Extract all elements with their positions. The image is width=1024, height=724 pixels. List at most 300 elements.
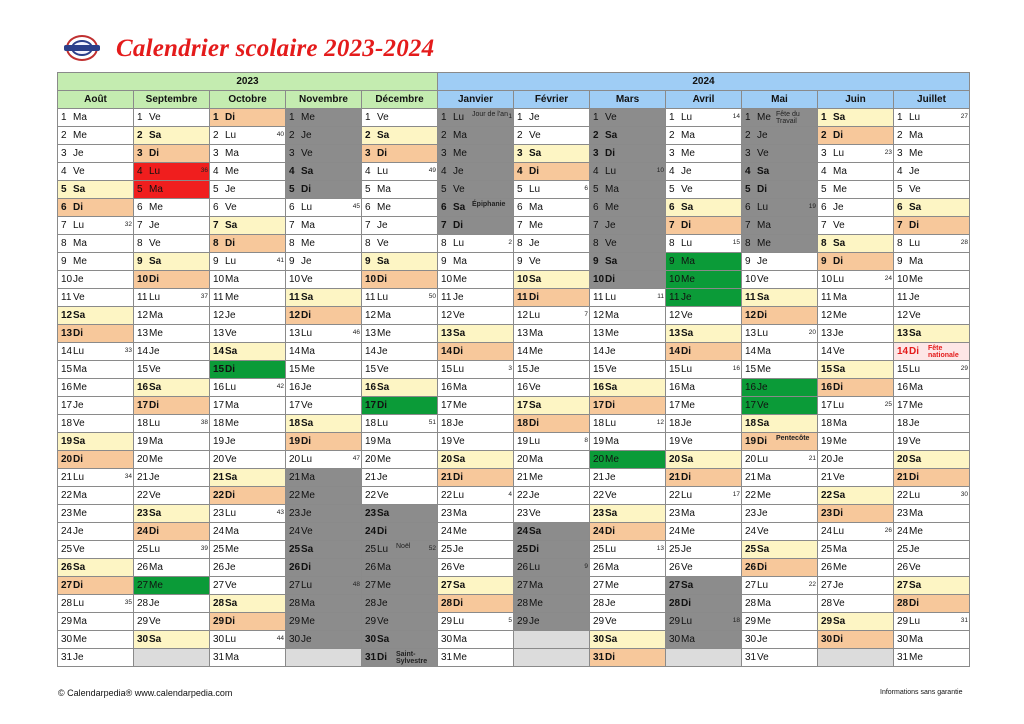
day-cell <box>818 253 894 271</box>
day-cell <box>58 577 134 595</box>
day-cell <box>362 523 438 541</box>
day-cell <box>286 523 362 541</box>
weekday-abbr: Di <box>73 580 83 591</box>
day-number: 28 <box>289 598 301 609</box>
weekday-abbr: Lu <box>605 544 617 555</box>
header <box>62 30 434 68</box>
day-cell <box>58 127 134 145</box>
day-cell <box>362 631 438 649</box>
day-cell <box>362 577 438 595</box>
day-number: 27 <box>289 580 301 591</box>
day-cell <box>590 577 666 595</box>
day-cell <box>818 109 894 127</box>
day-number: 3 <box>365 148 371 159</box>
day-number: 11 <box>289 292 300 303</box>
weekday-abbr: Ve <box>301 526 313 537</box>
day-cell <box>210 649 286 667</box>
day-cell <box>590 559 666 577</box>
day-number: 19 <box>137 436 149 447</box>
day-number: 31 <box>61 652 73 663</box>
day-number: 3 <box>289 148 295 159</box>
day-number: 3 <box>745 148 751 159</box>
weekday-abbr: Ve <box>833 346 845 357</box>
day-cell <box>818 487 894 505</box>
day-number: 11 <box>745 292 756 303</box>
week-number: 21 <box>808 455 816 462</box>
day-cell <box>894 487 970 505</box>
weekday-abbr: Me <box>757 238 771 249</box>
day-number: 13 <box>61 328 73 339</box>
day-cell <box>742 109 818 127</box>
day-number: 22 <box>137 490 149 501</box>
day-cell <box>894 361 970 379</box>
day-number: 2 <box>213 130 219 141</box>
day-number: 13 <box>441 328 453 339</box>
weekday-abbr: Di <box>757 310 767 321</box>
day-cell <box>590 433 666 451</box>
day-number: 20 <box>61 454 73 465</box>
day-number: 28 <box>745 598 757 609</box>
week-number: 23 <box>884 149 892 156</box>
day-cell <box>362 289 438 307</box>
day-number: 12 <box>289 310 301 321</box>
weekday-abbr: Ve <box>681 184 693 195</box>
day-number: 7 <box>593 220 599 231</box>
day-cell <box>590 379 666 397</box>
weekday-abbr: Ma <box>301 346 315 357</box>
day-cell <box>742 163 818 181</box>
day-number: 18 <box>137 418 149 429</box>
weekday-abbr: Lu <box>909 238 921 249</box>
day-number: 2 <box>137 130 143 141</box>
day-cell <box>666 415 742 433</box>
day-cell <box>438 487 514 505</box>
weekday-abbr: Sa <box>605 382 618 393</box>
day-number: 17 <box>137 400 149 411</box>
weekday-abbr: Di <box>149 400 159 411</box>
day-number: 11 <box>61 292 72 303</box>
day-cell <box>666 379 742 397</box>
day-cell <box>666 199 742 217</box>
day-cell <box>438 289 514 307</box>
weekday-abbr: Me <box>909 148 923 159</box>
day-cell <box>742 343 818 361</box>
day-number: 25 <box>745 544 757 555</box>
day-number: 22 <box>441 490 453 501</box>
day-cell <box>894 397 970 415</box>
day-number: 5 <box>897 184 903 195</box>
weekday-abbr: Lu <box>833 400 845 411</box>
weekday-abbr: Sa <box>833 364 846 375</box>
day-cell <box>134 451 210 469</box>
day-number: 21 <box>669 472 681 483</box>
weekday-abbr: Di <box>377 652 387 663</box>
day-number: 5 <box>61 184 67 195</box>
weekday-abbr: Me <box>73 634 87 645</box>
day-number: 5 <box>517 184 523 195</box>
day-cell <box>894 271 970 289</box>
day-number: 6 <box>593 202 599 213</box>
month-header: Mars <box>590 91 666 109</box>
day-cell <box>514 541 590 559</box>
weekday-abbr: Je <box>453 166 464 177</box>
day-cell <box>134 109 210 127</box>
week-number: 25 <box>884 401 892 408</box>
weekday-abbr: Me <box>301 364 315 375</box>
day-number: 12 <box>365 310 377 321</box>
weekday-abbr: Sa <box>605 256 618 267</box>
weekday-abbr: Je <box>681 166 692 177</box>
day-number: 15 <box>669 364 681 375</box>
weekday-abbr: Ma <box>453 256 467 267</box>
weekday-abbr: Di <box>149 526 159 537</box>
weekday-abbr: Ve <box>453 436 465 447</box>
day-number: 22 <box>289 490 301 501</box>
day-cell <box>134 361 210 379</box>
weekday-abbr: Di <box>453 472 463 483</box>
day-cell <box>134 343 210 361</box>
day-number: 3 <box>669 148 675 159</box>
year-2023-header: 2023 <box>58 73 438 91</box>
day-number: 4 <box>137 166 143 177</box>
day-number: 18 <box>897 418 909 429</box>
day-number: 15 <box>821 364 833 375</box>
weekday-abbr: Lu <box>833 274 845 285</box>
day-cell <box>894 181 970 199</box>
day-cell <box>894 109 970 127</box>
day-number: 3 <box>213 148 219 159</box>
day-number: 1 <box>213 112 219 123</box>
weekday-abbr: Me <box>909 274 923 285</box>
day-number: 2 <box>821 130 827 141</box>
weekday-abbr: Ve <box>681 562 693 573</box>
day-cell <box>58 613 134 631</box>
weekday-abbr: Ma <box>757 346 771 357</box>
day-number: 25 <box>365 544 377 555</box>
day-number: 22 <box>669 490 681 501</box>
weekday-abbr: Ve <box>225 580 237 591</box>
day-cell <box>210 343 286 361</box>
day-number: 29 <box>745 616 757 627</box>
weekday-abbr: Je <box>73 148 84 159</box>
day-number: 9 <box>517 256 523 267</box>
day-number: 1 <box>745 112 751 123</box>
weekday-abbr: Ve <box>73 544 85 555</box>
weekday-abbr: Ma <box>225 148 239 159</box>
day-cell <box>134 217 210 235</box>
day-number: 10 <box>137 274 149 285</box>
weekday-abbr: Je <box>149 598 160 609</box>
weekday-abbr: Je <box>605 472 616 483</box>
weekday-abbr: Je <box>909 292 920 303</box>
week-number: 26 <box>884 527 892 534</box>
week-number: 36 <box>200 167 208 174</box>
day-number: 8 <box>441 238 447 249</box>
weekday-abbr: Lu <box>377 292 389 303</box>
month-header: Décembre <box>362 91 438 109</box>
weekday-abbr: Ma <box>681 508 695 519</box>
day-number: 6 <box>669 202 675 213</box>
week-number: 10 <box>656 167 664 174</box>
day-number: 6 <box>517 202 523 213</box>
day-number: 11 <box>441 292 452 303</box>
day-cell <box>286 379 362 397</box>
day-number: 29 <box>593 616 605 627</box>
day-cell <box>438 163 514 181</box>
day-number: 23 <box>897 508 909 519</box>
day-cell <box>362 397 438 415</box>
day-number: 31 <box>213 652 225 663</box>
day-number: 28 <box>137 598 149 609</box>
weekday-abbr: Ma <box>681 634 695 645</box>
day-cell <box>210 523 286 541</box>
weekday-abbr: Me <box>225 292 239 303</box>
weekday-abbr: Sa <box>681 202 694 213</box>
weekday-abbr: Ve <box>605 616 617 627</box>
weekday-abbr: Ma <box>301 220 315 231</box>
day-cell <box>134 577 210 595</box>
day-number: 30 <box>137 634 149 645</box>
weekday-abbr: Di <box>757 184 767 195</box>
day-number: 12 <box>137 310 149 321</box>
weekday-abbr: Sa <box>529 274 542 285</box>
day-cell <box>742 181 818 199</box>
day-cell <box>742 289 818 307</box>
day-number: 16 <box>213 382 225 393</box>
day-cell <box>666 217 742 235</box>
day-number: 24 <box>821 526 833 537</box>
day-cell <box>818 181 894 199</box>
weekday-abbr: Ma <box>529 328 543 339</box>
day-number: 19 <box>213 436 225 447</box>
day-number: 8 <box>669 238 675 249</box>
day-number: 11 <box>213 292 224 303</box>
weekday-abbr: Me <box>377 454 391 465</box>
weekday-abbr: Di <box>909 472 919 483</box>
day-cell <box>134 163 210 181</box>
day-cell <box>210 181 286 199</box>
weekday-abbr: Ve <box>73 292 85 303</box>
weekday-abbr: Ve <box>225 202 237 213</box>
weekday-abbr: Me <box>453 400 467 411</box>
weekday-abbr: Sa <box>681 454 694 465</box>
weekday-abbr: Sa <box>73 310 86 321</box>
weekday-abbr: Sa <box>909 202 922 213</box>
weekday-abbr: Je <box>529 364 540 375</box>
day-number: 7 <box>821 220 827 231</box>
day-number: 17 <box>61 400 73 411</box>
day-cell <box>286 235 362 253</box>
day-number: 28 <box>897 598 909 609</box>
day-cell <box>286 397 362 415</box>
day-number: 14 <box>365 346 377 357</box>
day-number: 24 <box>745 526 757 537</box>
day-number: 23 <box>137 508 149 519</box>
day-cell <box>894 613 970 631</box>
day-number: 15 <box>137 364 149 375</box>
day-number: 21 <box>593 472 605 483</box>
weekday-abbr: Ve <box>757 526 769 537</box>
day-number: 7 <box>61 220 67 231</box>
empty-cell <box>286 649 362 667</box>
weekday-abbr: Ma <box>909 256 923 267</box>
day-cell <box>58 271 134 289</box>
day-number: 20 <box>289 454 301 465</box>
day-cell <box>666 109 742 127</box>
week-number: 30 <box>960 491 968 498</box>
weekday-abbr: Me <box>605 202 619 213</box>
day-cell <box>362 613 438 631</box>
month-header: Juin <box>818 91 894 109</box>
weekday-abbr: Lu <box>301 580 313 591</box>
day-cell <box>134 613 210 631</box>
weekday-abbr: Me <box>529 598 543 609</box>
day-cell <box>514 127 590 145</box>
weekday-abbr: Lu <box>73 220 85 231</box>
weekday-abbr: Ve <box>833 472 845 483</box>
weekday-abbr: Ve <box>909 562 921 573</box>
day-number: 14 <box>669 346 681 357</box>
day-number: 19 <box>897 436 909 447</box>
day-number: 1 <box>517 112 523 123</box>
weekday-abbr: Ma <box>149 562 163 573</box>
day-cell <box>818 235 894 253</box>
weekday-abbr: Je <box>529 616 540 627</box>
day-number: 26 <box>593 562 605 573</box>
day-number: 4 <box>61 166 67 177</box>
weekday-abbr: Me <box>149 580 163 591</box>
day-number: 14 <box>289 346 301 357</box>
day-cell <box>818 451 894 469</box>
day-number: 15 <box>61 364 73 375</box>
day-cell <box>894 253 970 271</box>
day-cell <box>58 649 134 667</box>
day-cell <box>286 127 362 145</box>
day-cell <box>818 541 894 559</box>
day-number: 1 <box>441 112 447 123</box>
day-number: 6 <box>745 202 751 213</box>
weekday-abbr: Ve <box>73 418 85 429</box>
weekday-abbr: Sa <box>453 202 466 213</box>
day-cell <box>438 217 514 235</box>
day-number: 17 <box>365 400 377 411</box>
day-cell <box>210 451 286 469</box>
weekday-abbr: Di <box>833 130 843 141</box>
day-number: 10 <box>897 274 909 285</box>
day-cell <box>286 181 362 199</box>
weekday-abbr: Di <box>833 382 843 393</box>
day-cell <box>894 163 970 181</box>
day-number: 16 <box>669 382 681 393</box>
day-cell <box>58 217 134 235</box>
weekday-abbr: Sa <box>681 328 694 339</box>
day-cell <box>514 343 590 361</box>
day-cell <box>742 415 818 433</box>
day-cell <box>286 469 362 487</box>
weekday-abbr: Je <box>73 400 84 411</box>
day-cell <box>362 469 438 487</box>
week-number: 40 <box>276 131 284 138</box>
day-cell <box>666 235 742 253</box>
day-number: 28 <box>821 598 833 609</box>
day-cell <box>210 487 286 505</box>
day-cell <box>210 235 286 253</box>
day-number: 21 <box>821 472 833 483</box>
day-number: 31 <box>441 652 453 663</box>
weekday-abbr: Je <box>453 292 464 303</box>
weekday-abbr: Sa <box>833 238 846 249</box>
day-number: 1 <box>897 112 903 123</box>
day-number: 16 <box>365 382 377 393</box>
day-cell <box>210 127 286 145</box>
weekday-abbr: Je <box>605 220 616 231</box>
day-number: 28 <box>517 598 529 609</box>
weekday-abbr: Je <box>529 112 540 123</box>
day-cell <box>894 577 970 595</box>
day-number: 27 <box>137 580 149 591</box>
empty-cell <box>134 649 210 667</box>
day-cell <box>514 559 590 577</box>
weekday-abbr: Lu <box>73 598 85 609</box>
day-number: 9 <box>897 256 903 267</box>
weekday-abbr: Ve <box>757 652 769 663</box>
day-cell <box>134 145 210 163</box>
weekday-abbr: Di <box>149 274 159 285</box>
day-cell <box>666 271 742 289</box>
day-number: 18 <box>441 418 453 429</box>
day-number: 30 <box>821 634 833 645</box>
day-number: 15 <box>289 364 301 375</box>
day-number: 31 <box>745 652 757 663</box>
day-number: 2 <box>61 130 67 141</box>
day-number: 18 <box>669 418 681 429</box>
weekday-abbr: Ma <box>377 436 391 447</box>
weekday-abbr: Sa <box>225 220 238 231</box>
weekday-abbr: Ma <box>909 508 923 519</box>
weekday-abbr: Me <box>529 220 543 231</box>
day-number: 22 <box>593 490 605 501</box>
day-number: 14 <box>213 346 225 357</box>
event-label: Jour de l'an <box>472 111 508 118</box>
weekday-abbr: Di <box>453 220 463 231</box>
weekday-abbr: Me <box>149 202 163 213</box>
day-number: 16 <box>593 382 605 393</box>
weekday-abbr: Lu <box>453 364 465 375</box>
day-cell <box>362 199 438 217</box>
day-cell <box>210 253 286 271</box>
weekday-abbr: Ma <box>757 472 771 483</box>
weekday-abbr: Ma <box>73 364 87 375</box>
day-cell <box>590 487 666 505</box>
weekday-abbr: Ma <box>681 256 695 267</box>
day-number: 29 <box>137 616 149 627</box>
day-cell <box>438 253 514 271</box>
day-number: 23 <box>593 508 605 519</box>
weekday-abbr: Lu <box>225 382 237 393</box>
weekday-abbr: Sa <box>377 508 390 519</box>
day-cell <box>210 109 286 127</box>
weekday-abbr: Ve <box>681 310 693 321</box>
day-number: 14 <box>61 346 73 357</box>
weekday-abbr: Me <box>757 616 771 627</box>
day-number: 24 <box>289 526 301 537</box>
day-number: 20 <box>593 454 605 465</box>
weekday-abbr: Di <box>453 346 463 357</box>
day-number: 16 <box>517 382 529 393</box>
day-number: 12 <box>593 310 605 321</box>
day-number: 5 <box>593 184 599 195</box>
day-cell <box>362 145 438 163</box>
